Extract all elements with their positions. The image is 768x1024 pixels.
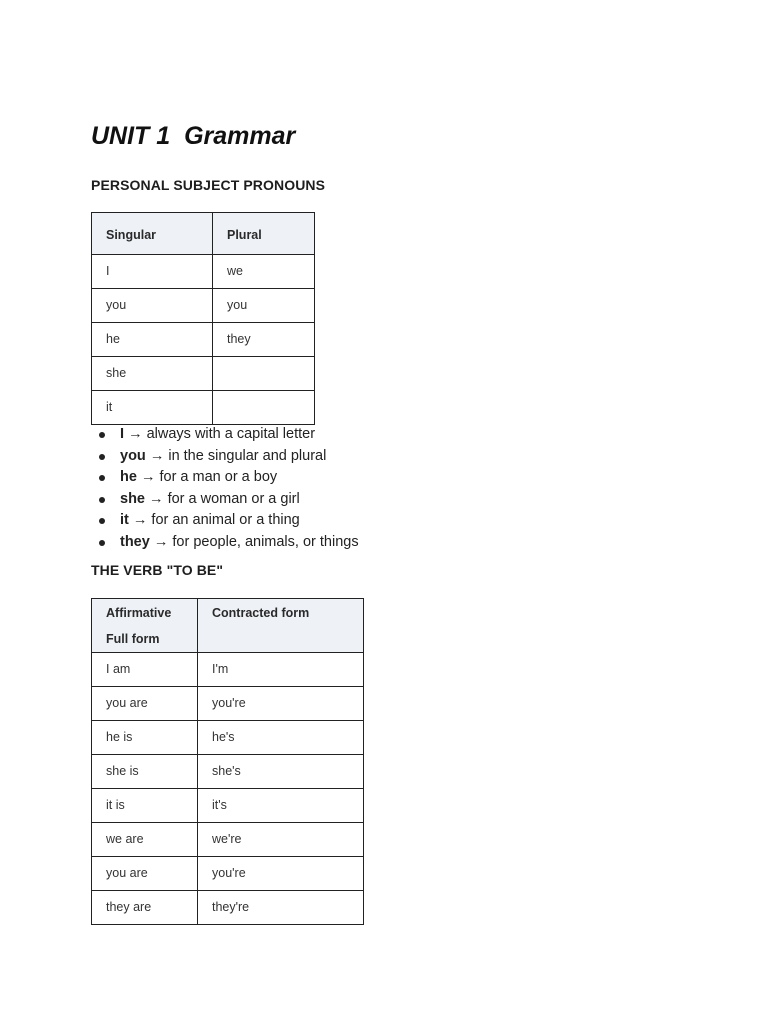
note-text: for an animal or a thing <box>151 512 300 528</box>
note-term: she <box>120 490 145 507</box>
bullet-icon <box>99 454 105 460</box>
column-header-contracted-form: Contracted form <box>198 599 364 653</box>
table-cell: they're <box>198 891 364 925</box>
list-item <box>120 532 359 554</box>
table-cell: they <box>213 323 315 357</box>
column-header-plural: Plural <box>213 213 315 255</box>
pronoun-table <box>91 212 315 425</box>
note-term: they <box>120 533 150 550</box>
table-cell: she is <box>92 755 198 789</box>
table-row <box>92 891 364 925</box>
table-cell: you are <box>92 857 198 891</box>
table-row <box>92 857 364 891</box>
list-item <box>120 467 359 489</box>
bullet-icon <box>99 540 105 546</box>
table-row <box>92 323 315 357</box>
pronoun-notes-list <box>91 424 359 553</box>
table-row <box>92 255 315 289</box>
table-cell: I'm <box>198 653 364 687</box>
note-term: he <box>120 469 137 485</box>
column-header-full-form: Affirmative Full form <box>92 599 198 653</box>
table-row <box>92 653 364 687</box>
note-text: always with a capital letter <box>146 426 316 442</box>
note-term: it <box>120 512 129 528</box>
arrow-icon: → <box>149 490 164 507</box>
table-cell: they are <box>92 891 198 925</box>
table-cell: it's <box>198 789 364 823</box>
note-text: for a man or a boy <box>159 469 278 485</box>
table-cell: we're <box>198 823 364 857</box>
arrow-icon: → <box>153 533 169 550</box>
page-title: UNIT 1 Grammar <box>91 122 296 150</box>
section-heading-verb-to-be: THE VERB "TO BE" <box>91 562 224 578</box>
table-row <box>92 391 315 425</box>
list-item <box>120 446 359 468</box>
table-cell: we are <box>92 823 198 857</box>
bullet-icon <box>99 497 105 503</box>
arrow-icon: → <box>149 447 165 464</box>
list-item <box>120 424 359 446</box>
table-cell <box>213 357 315 391</box>
table-cell: she <box>92 357 213 391</box>
table-cell: you're <box>198 687 364 721</box>
table-row <box>92 755 364 789</box>
note-text: for a woman or a girl <box>167 490 300 507</box>
note-term: I <box>120 426 125 442</box>
bullet-icon <box>99 475 105 481</box>
section-heading-pronouns: PERSONAL SUBJECT PRONOUNS <box>91 177 326 193</box>
table-cell: you're <box>198 857 364 891</box>
bullet-icon <box>99 432 105 438</box>
note-term: you <box>120 447 146 464</box>
table-cell: it is <box>92 789 198 823</box>
table-cell: you are <box>92 687 198 721</box>
table-header-row <box>92 213 315 255</box>
table-cell: she's <box>198 755 364 789</box>
table-cell: we <box>213 255 315 289</box>
table-header-row <box>92 599 364 653</box>
arrow-icon: → <box>128 426 143 442</box>
table-cell: he is <box>92 721 198 755</box>
table-cell: he's <box>198 721 364 755</box>
list-item <box>120 489 359 511</box>
table-cell: I am <box>92 653 198 687</box>
table-row <box>92 721 364 755</box>
list-item <box>120 510 359 532</box>
table-cell: you <box>92 289 213 323</box>
table-cell <box>213 391 315 425</box>
table-cell: he <box>92 323 213 357</box>
table-cell: I <box>92 255 213 289</box>
table-row <box>92 289 315 323</box>
table-cell: it <box>92 391 213 425</box>
bullet-icon <box>99 518 105 524</box>
arrow-icon: → <box>132 512 148 528</box>
note-text: for people, animals, or things <box>172 533 359 550</box>
note-text: in the singular and plural <box>168 447 327 464</box>
arrow-icon: → <box>140 469 156 485</box>
table-row <box>92 789 364 823</box>
verb-to-be-table <box>91 598 364 925</box>
column-header-singular: Singular <box>92 213 213 255</box>
table-row <box>92 823 364 857</box>
table-row <box>92 687 364 721</box>
table-cell: you <box>213 289 315 323</box>
table-row <box>92 357 315 391</box>
